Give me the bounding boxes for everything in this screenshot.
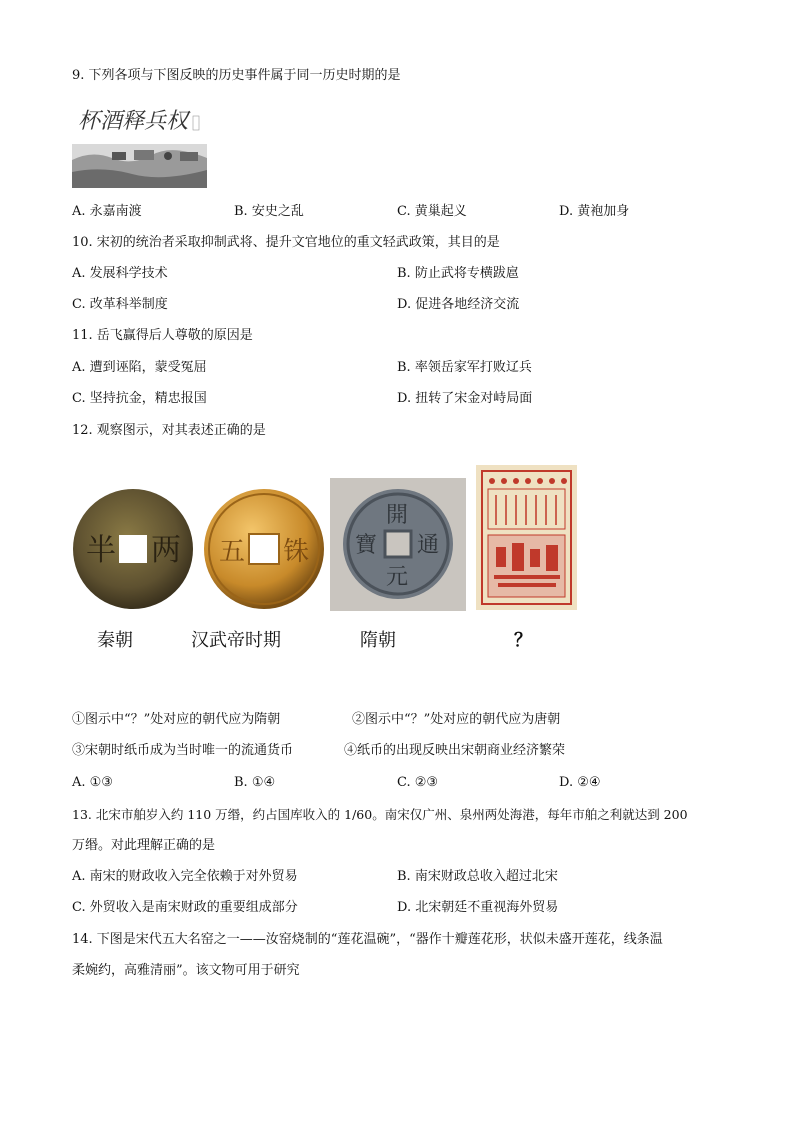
paper-money-caption: ？	[514, 630, 532, 651]
q11-option-b[interactable]: B. 率领岳家军打败辽兵	[397, 360, 532, 375]
q12-option-b[interactable]: B. ①④	[234, 775, 276, 790]
q12-statement-2: ②图示中“？”处对应的朝代应为唐朝	[352, 712, 561, 727]
coin3-right-char: 通	[417, 533, 440, 558]
coin2-caption: 汉武帝时期	[191, 630, 281, 651]
q12-statement-4: ④纸币的出现反映出宋朝商业经济繁荣	[344, 743, 566, 758]
coin1-right-char: 两	[151, 533, 181, 568]
q9-option-d[interactable]: D. 黄袍加身	[559, 204, 630, 219]
q13-option-b[interactable]: B. 南宋财政总收入超过北宋	[397, 869, 558, 884]
coin1-caption: 秦朝	[97, 630, 133, 651]
coin2-left-char: 五	[219, 537, 246, 567]
q13-stem-line1: 13. 北宋市舶岁入约 110 万缗，约占国库收入的 1/60。南宋仅广州、泉州两处海港，每年市舶之利就达到 200	[72, 807, 688, 822]
q10-stem: 10. 宋初的统治者采取抑制武将、提升文官地位的重文轻武政策，其目的是	[72, 235, 500, 250]
q11-stem: 11. 岳飞赢得后人尊敬的原因是	[72, 328, 253, 343]
q9-stem: 9. 下列各项与下图反映的历史事件属于同一历史时期的是	[72, 68, 401, 83]
q13-option-a[interactable]: A. 南宋的财政收入完全依赖于对外贸易	[72, 869, 298, 884]
painting-title: 杯酒释兵权	[78, 109, 189, 134]
q12-statement-1: ①图示中“？”处对应的朝代应为隋朝	[72, 712, 281, 727]
q10-option-c[interactable]: C. 改革科举制度	[72, 297, 168, 312]
q12-option-a[interactable]: A. ①③	[72, 775, 113, 790]
q12-stem: 12. 观察图示，对其表述正确的是	[72, 423, 266, 438]
q14-stem-line2: 柔婉约，高雅清丽”。该文物可用于研究	[72, 963, 300, 978]
han-wuzhu-coin	[203, 488, 325, 610]
coin3-caption: 隋朝	[360, 630, 396, 651]
coin3-top-char: 開	[386, 503, 409, 528]
coin1-left-char: 半	[86, 533, 116, 568]
q13-option-c[interactable]: C. 外贸收入是南宋财政的重要组成部分	[72, 900, 298, 915]
q11-option-a[interactable]: A. 遭到诬陷，蒙受冤屈	[72, 360, 207, 375]
qin-banliang-coin	[72, 488, 194, 610]
q10-option-d[interactable]: D. 促进各地经济交流	[397, 297, 520, 312]
cup-of-wine-painting	[72, 100, 207, 188]
q13-option-d[interactable]: D. 北宋朝廷不重视海外贸易	[397, 900, 559, 915]
kaiyuan-coin	[330, 478, 466, 611]
q13-stem-line2: 万缗。对此理解正确的是	[72, 838, 216, 853]
q14-stem-line1: 14. 下图是宋代五大名窑之一——汝窑烧制的“莲花温碗”，“器作十瓣莲花形，状似未盛开莲花，线条温	[72, 932, 663, 947]
q9-option-c[interactable]: C. 黄巢起义	[397, 204, 467, 219]
q11-option-d[interactable]: D. 扭转了宋金对峙局面	[397, 391, 533, 406]
coin3-bottom-char: 元	[386, 565, 409, 590]
coin3-left-char: 寶	[355, 533, 378, 558]
q9-option-b[interactable]: B. 安史之乱	[234, 204, 304, 219]
q12-option-d[interactable]: D. ②④	[559, 775, 601, 790]
q10-option-a[interactable]: A. 发展科学技术	[72, 266, 168, 281]
q12-statement-3: ③宋朝时纸币成为当时唯一的流通货币	[72, 743, 294, 758]
song-paper-money-image	[476, 465, 577, 610]
coin2-right-char: 铢	[283, 537, 310, 567]
q11-option-c[interactable]: C. 坚持抗金，精忠报国	[72, 391, 207, 406]
q10-option-b[interactable]: B. 防止武将专横跋扈	[397, 266, 519, 281]
q9-option-a[interactable]: A. 永嘉南渡	[72, 204, 142, 219]
q12-option-c[interactable]: C. ②③	[397, 775, 439, 790]
